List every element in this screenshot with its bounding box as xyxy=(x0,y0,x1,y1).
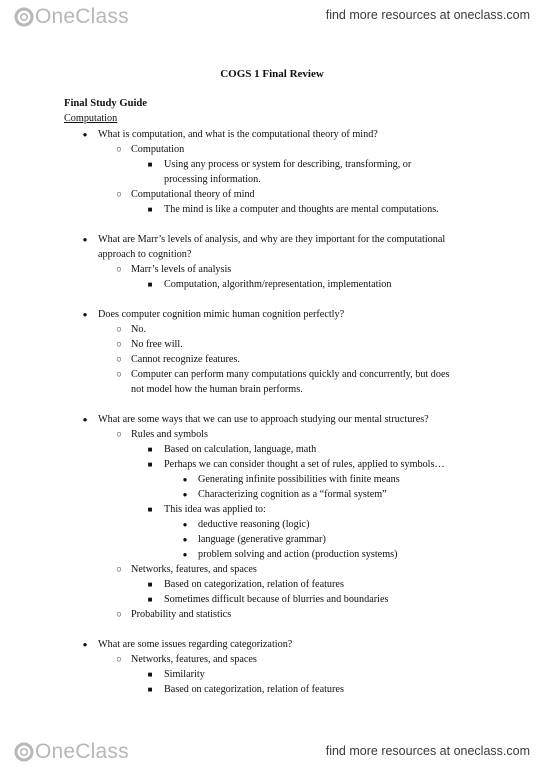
detail-text: Based on calculation, language, math xyxy=(164,444,317,455)
question-text: What are some ways that we can use to approach studying our mental structures? xyxy=(98,414,429,425)
subpoint-text: Computational theory of mind xyxy=(131,189,255,200)
circle-bullet-icon: ○ xyxy=(116,340,122,350)
detail-text: This idea was applied to: xyxy=(164,504,266,515)
detail-text: Similarity xyxy=(164,669,205,680)
bullet-icon: ● xyxy=(82,130,88,139)
circle-bullet-icon: ○ xyxy=(116,655,122,665)
detail-text: Perhaps we can consider thought a set of rules, applied to symbols… xyxy=(164,459,445,470)
circle-bullet-icon: ○ xyxy=(116,430,122,440)
square-bullet-icon: ■ xyxy=(147,460,153,469)
detail-item-text: Characterizing cognition as a “formal system” xyxy=(198,489,387,500)
subpoint-text: No free will. xyxy=(131,339,183,350)
detail-text: processing information. xyxy=(164,174,261,185)
subpoint-text: not model how the human brain performs. xyxy=(131,384,303,395)
bullet-icon: ● xyxy=(182,550,188,559)
detail-text: Computation, algorithm/representation, implementation xyxy=(164,279,392,290)
section-heading: Computation xyxy=(64,113,118,124)
detail-text: The mind is like a computer and thoughts are mental computations. xyxy=(164,204,439,215)
subpoint-text: Rules and symbols xyxy=(131,429,208,440)
detail-item-text: deductive reasoning (logic) xyxy=(198,519,310,530)
question-text: approach to cognition? xyxy=(98,249,192,260)
subpoint-text: Networks, features, and spaces xyxy=(131,654,257,665)
bullet-icon: ● xyxy=(82,640,88,649)
detail-item-text: language (generative grammar) xyxy=(198,534,326,545)
bullet-icon: ● xyxy=(82,415,88,424)
question-text: Does computer cognition mimic human cognition perfectly? xyxy=(98,309,345,320)
square-bullet-icon: ■ xyxy=(147,205,153,214)
subpoint-text: Computation xyxy=(131,144,185,155)
subpoint-text: Probability and statistics xyxy=(131,609,232,620)
detail-item-text: Generating infinite possibilities with finite means xyxy=(198,474,400,485)
subpoint-text: Networks, features, and spaces xyxy=(131,564,257,575)
logo-text: OneClass xyxy=(35,740,129,763)
bullet-icon: ● xyxy=(82,235,88,244)
subpoint-text: No. xyxy=(131,324,146,335)
subpoint-text: Computer can perform many computations quickly and concurrently, but does xyxy=(131,369,450,380)
detail-item-text: problem solving and action (production systems) xyxy=(198,549,398,560)
detail-text: Using any process or system for describing, transforming, or xyxy=(164,159,412,170)
bullet-icon: ● xyxy=(182,520,188,529)
bullet-icon: ● xyxy=(182,475,188,484)
circle-bullet-icon: ○ xyxy=(116,190,122,200)
square-bullet-icon: ■ xyxy=(147,505,153,514)
circle-bullet-icon: ○ xyxy=(116,370,122,380)
bullet-icon: ● xyxy=(182,490,188,499)
square-bullet-icon: ■ xyxy=(147,445,153,454)
circle-bullet-icon: ○ xyxy=(116,265,122,275)
oneclass-o-icon xyxy=(14,742,34,762)
oneclass-logo[interactable] xyxy=(14,740,129,764)
bullet-icon: ● xyxy=(82,310,88,319)
document-title: COGS 1 Final Review xyxy=(220,68,324,80)
logo-text: OneClass xyxy=(35,5,129,28)
subpoint-text: Marr’s levels of analysis xyxy=(131,264,232,275)
square-bullet-icon: ■ xyxy=(147,280,153,289)
detail-text: Sometimes difficult because of blurries and boundaries xyxy=(164,594,389,605)
circle-bullet-icon: ○ xyxy=(116,145,122,155)
square-bullet-icon: ■ xyxy=(147,580,153,589)
circle-bullet-icon: ○ xyxy=(116,355,122,365)
footer-tagline[interactable]: find more resources at oneclass.com xyxy=(325,744,530,758)
header-tagline[interactable]: find more resources at oneclass.com xyxy=(325,8,530,22)
square-bullet-icon: ■ xyxy=(147,160,153,169)
circle-bullet-icon: ○ xyxy=(116,325,122,335)
detail-text: Based on categorization, relation of features xyxy=(164,684,344,695)
square-bullet-icon: ■ xyxy=(147,670,153,679)
square-bullet-icon: ■ xyxy=(147,595,153,604)
circle-bullet-icon: ○ xyxy=(116,610,122,620)
bullet-icon: ● xyxy=(182,535,188,544)
study-guide-heading: Final Study Guide xyxy=(64,98,148,109)
subpoint-text: Cannot recognize features. xyxy=(131,354,240,365)
question-text: What is computation, and what is the computational theory of mind? xyxy=(98,129,378,140)
detail-text: Based on categorization, relation of features xyxy=(164,579,344,590)
circle-bullet-icon: ○ xyxy=(116,565,122,575)
question-text: What are some issues regarding categorization? xyxy=(98,639,293,650)
question-text: What are Marr’s levels of analysis, and why are they important for the computational xyxy=(98,234,446,245)
square-bullet-icon: ■ xyxy=(147,685,153,694)
